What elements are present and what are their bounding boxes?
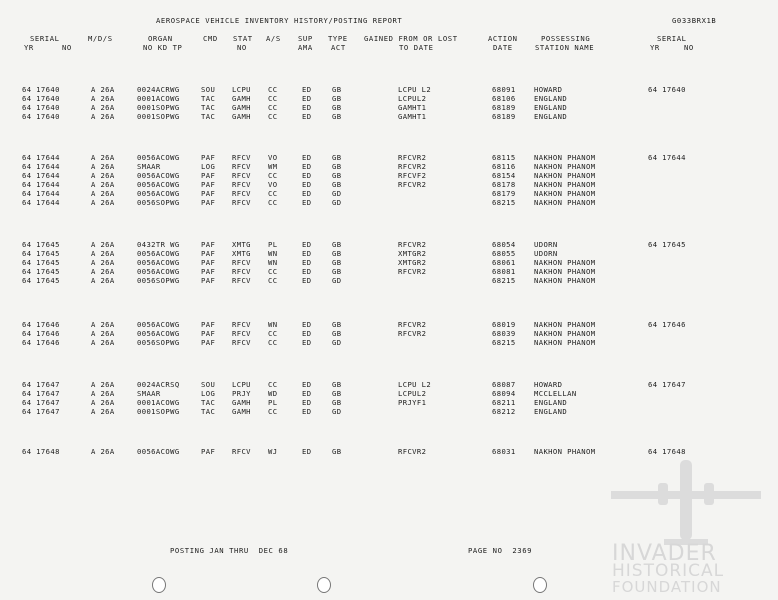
col-mds: M/D/S (88, 34, 113, 43)
col-gained: GAINED FROM OR LOST (364, 34, 458, 43)
cell-organ: 0024ACRSQ (137, 380, 180, 389)
cell-stat: XMTG (232, 240, 251, 249)
cell-cmd: SOU (201, 85, 216, 94)
cell-gained: RFCVR2 (398, 180, 427, 189)
cell-sup: ED (302, 398, 312, 407)
cell-mds: A 26A (91, 389, 115, 398)
cell-stat: RFCV (232, 267, 251, 276)
cell-cmd: TAC (201, 407, 216, 416)
cell-date: 68211 (492, 398, 516, 407)
cell-cmd: SOU (201, 380, 216, 389)
col-serial-right: SERIAL (657, 34, 687, 43)
cell-station: NAKHON PHANOM (534, 267, 596, 276)
col-cmd: CMD (203, 34, 218, 43)
cell-station: HOWARD (534, 85, 563, 94)
cell-cmd: TAC (201, 103, 216, 112)
cell-organ: 0056SOPWG (137, 276, 180, 285)
cell-type: GB (332, 258, 342, 267)
serial-right: 64 17648 (648, 447, 686, 456)
cell-type: GD (332, 276, 342, 285)
cell-station: ENGLAND (534, 103, 568, 112)
cell-serial: 64 17645 (22, 258, 60, 267)
cell-sup: ED (302, 94, 312, 103)
cell-serial: 64 17645 (22, 249, 60, 258)
cell-as: WJ (268, 447, 278, 456)
cell-cmd: PAF (201, 447, 216, 456)
cell-gained: XMTGR2 (398, 249, 427, 258)
col-organ: ORGAN (148, 34, 173, 43)
cell-station: MCCLELLAN (534, 389, 577, 398)
col-yr: YR (24, 43, 34, 52)
cell-mds: A 26A (91, 240, 115, 249)
cell-gained: LCPU L2 (398, 85, 432, 94)
cell-as: WN (268, 320, 278, 329)
cell-serial: 64 17646 (22, 329, 60, 338)
cell-type: GB (332, 103, 342, 112)
cell-type: GB (332, 153, 342, 162)
cell-sup: ED (302, 389, 312, 398)
cell-cmd: PAF (201, 189, 216, 198)
cell-sup: ED (302, 112, 312, 121)
cell-organ: 0056ACOWG (137, 153, 180, 162)
cell-sup: ED (302, 198, 312, 207)
cell-organ: 0056SOPWG (137, 338, 180, 347)
cell-mds: A 26A (91, 112, 115, 121)
cell-organ: 0056ACOWG (137, 249, 180, 258)
cell-as: WN (268, 258, 278, 267)
cell-type: GD (332, 338, 342, 347)
cell-date: 68054 (492, 240, 516, 249)
page-number: PAGE NO 2369 (468, 546, 533, 555)
cell-serial: 64 17648 (22, 447, 60, 456)
cell-serial: 64 17645 (22, 276, 60, 285)
cell-organ: 0056ACOWG (137, 258, 180, 267)
cell-stat: RFCV (232, 329, 251, 338)
cell-date: 68215 (492, 338, 516, 347)
cell-gained: LCPUL2 (398, 94, 427, 103)
cell-serial: 64 17644 (22, 171, 60, 180)
cell-as: CC (268, 103, 278, 112)
cell-stat: RFCV (232, 258, 251, 267)
cell-organ: 0056ACOWG (137, 189, 180, 198)
col-date: DATE (493, 43, 513, 52)
cell-date: 68116 (492, 162, 516, 171)
cell-stat: RFCV (232, 198, 251, 207)
cell-cmd: PAF (201, 338, 216, 347)
cell-mds: A 26A (91, 276, 115, 285)
cell-station: NAKHON PHANOM (534, 171, 596, 180)
cell-sup: ED (302, 267, 312, 276)
cell-cmd: PAF (201, 153, 216, 162)
cell-type: GB (332, 249, 342, 258)
cell-as: PL (268, 398, 278, 407)
cell-serial: 64 17640 (22, 85, 60, 94)
cell-mds: A 26A (91, 447, 115, 456)
cell-organ: 0024ACRWG (137, 85, 180, 94)
cell-as: VO (268, 180, 278, 189)
cell-station: NAKHON PHANOM (534, 338, 596, 347)
report-title: AEROSPACE VEHICLE INVENTORY HISTORY/POSTING REPORT (156, 16, 403, 25)
cell-type: GB (332, 447, 342, 456)
cell-date: 68087 (492, 380, 516, 389)
cell-type: GB (332, 320, 342, 329)
col-type: TYPE (328, 34, 348, 43)
cell-sup: ED (302, 407, 312, 416)
cell-serial: 64 17647 (22, 389, 60, 398)
cell-date: 68019 (492, 320, 516, 329)
cell-gained: RFCVR2 (398, 329, 427, 338)
cell-type: GB (332, 267, 342, 276)
cell-mds: A 26A (91, 171, 115, 180)
cell-type: GD (332, 198, 342, 207)
cell-mds: A 26A (91, 407, 115, 416)
cell-mds: A 26A (91, 162, 115, 171)
cell-serial: 64 17644 (22, 189, 60, 198)
cell-date: 68215 (492, 198, 516, 207)
serial-right: 64 17647 (648, 380, 686, 389)
cell-station: ENGLAND (534, 112, 568, 121)
cell-serial: 64 17645 (22, 240, 60, 249)
cell-organ: SMAAR (137, 389, 161, 398)
cell-gained: XMTGR2 (398, 258, 427, 267)
cell-cmd: PAF (201, 267, 216, 276)
cell-gained: LCPU L2 (398, 380, 432, 389)
cell-cmd: LOG (201, 162, 216, 171)
cell-stat: RFCV (232, 447, 251, 456)
punch-hole (533, 577, 547, 593)
cell-as: CC (268, 171, 278, 180)
cell-type: GB (332, 389, 342, 398)
col-sup: SUP (298, 34, 313, 43)
cell-organ: 0432TR WG (137, 240, 180, 249)
cell-date: 68094 (492, 389, 516, 398)
posting-period: POSTING JAN THRU DEC 68 (170, 546, 289, 555)
cell-gained: LCPUL2 (398, 389, 427, 398)
col-stat-no: NO (237, 43, 247, 52)
cell-type: GB (332, 398, 342, 407)
cell-organ: 0056ACOWG (137, 171, 180, 180)
cell-cmd: LOG (201, 389, 216, 398)
cell-as: CC (268, 267, 278, 276)
col-to-date: TO DATE (399, 43, 434, 52)
cell-mds: A 26A (91, 329, 115, 338)
cell-gained: RFCVR2 (398, 240, 427, 249)
cell-type: GB (332, 162, 342, 171)
cell-stat: GAMH (232, 398, 251, 407)
cell-cmd: TAC (201, 112, 216, 121)
cell-gained: RFCVR2 (398, 162, 427, 171)
cell-gained: RFCVR2 (398, 153, 427, 162)
cell-station: NAKHON PHANOM (534, 447, 596, 456)
cell-mds: A 26A (91, 85, 115, 94)
cell-type: GB (332, 112, 342, 121)
cell-date: 68081 (492, 267, 516, 276)
cell-as: WD (268, 389, 278, 398)
cell-stat: RFCV (232, 276, 251, 285)
cell-organ: 0056ACOWG (137, 447, 180, 456)
cell-organ: 0056SOPWG (137, 198, 180, 207)
cell-gained: RFCVF2 (398, 171, 427, 180)
cell-serial: 64 17644 (22, 153, 60, 162)
cell-mds: A 26A (91, 198, 115, 207)
cell-organ: 0001ACOWG (137, 398, 180, 407)
serial-right: 64 17644 (648, 153, 686, 162)
cell-organ: SMAAR (137, 162, 161, 171)
cell-as: CC (268, 407, 278, 416)
cell-sup: ED (302, 329, 312, 338)
cell-stat: XMTG (232, 249, 251, 258)
cell-date: 68106 (492, 94, 516, 103)
cell-station: NAKHON PHANOM (534, 276, 596, 285)
cell-type: GB (332, 94, 342, 103)
cell-as: PL (268, 240, 278, 249)
cell-type: GD (332, 407, 342, 416)
airplane-icon (606, 455, 766, 555)
cell-date: 68115 (492, 153, 516, 162)
cell-as: CC (268, 380, 278, 389)
col-action: ACTION (488, 34, 518, 43)
cell-sup: ED (302, 276, 312, 285)
cell-date: 68061 (492, 258, 516, 267)
cell-gained: PRJYF1 (398, 398, 427, 407)
cell-cmd: TAC (201, 398, 216, 407)
cell-stat: GAMH (232, 94, 251, 103)
cell-station: NAKHON PHANOM (534, 153, 596, 162)
cell-sup: ED (302, 338, 312, 347)
punch-hole (317, 577, 331, 593)
cell-cmd: PAF (201, 198, 216, 207)
cell-station: NAKHON PHANOM (534, 320, 596, 329)
cell-sup: ED (302, 447, 312, 456)
cell-station: ENGLAND (534, 407, 568, 416)
cell-cmd: PAF (201, 240, 216, 249)
cell-as: WN (268, 249, 278, 258)
report-code: G033BRX1B (672, 16, 717, 25)
cell-station: NAKHON PHANOM (534, 329, 596, 338)
cell-as: CC (268, 338, 278, 347)
col-no-right: NO (684, 43, 694, 52)
col-yr-right: YR (650, 43, 660, 52)
cell-sup: ED (302, 171, 312, 180)
cell-type: GD (332, 189, 342, 198)
col-serial: SERIAL (30, 34, 60, 43)
cell-as: CC (268, 112, 278, 121)
cell-as: WM (268, 162, 278, 171)
cell-gained: GAMHT1 (398, 112, 427, 121)
cell-stat: RFCV (232, 153, 251, 162)
cell-serial: 64 17644 (22, 198, 60, 207)
cell-station: NAKHON PHANOM (534, 180, 596, 189)
cell-gained: RFCVR2 (398, 267, 427, 276)
cell-station: NAKHON PHANOM (534, 162, 596, 171)
cell-stat: LCPU (232, 85, 251, 94)
cell-stat: GAMH (232, 112, 251, 121)
cell-stat: GAMH (232, 407, 251, 416)
watermark-line2: HISTORICAL (612, 561, 725, 581)
cell-type: GB (332, 380, 342, 389)
cell-date: 68154 (492, 171, 516, 180)
cell-sup: ED (302, 380, 312, 389)
watermark-line3: FOUNDATION (612, 578, 722, 596)
cell-station: UDORN (534, 249, 558, 258)
cell-cmd: PAF (201, 171, 216, 180)
cell-serial: 64 17647 (22, 407, 60, 416)
cell-stat: RFCV (232, 320, 251, 329)
cell-as: CC (268, 329, 278, 338)
serial-right: 64 17640 (648, 85, 686, 94)
cell-organ: 0001SOPWG (137, 407, 180, 416)
cell-station: NAKHON PHANOM (534, 258, 596, 267)
cell-mds: A 26A (91, 258, 115, 267)
cell-cmd: PAF (201, 276, 216, 285)
cell-date: 68215 (492, 276, 516, 285)
cell-as: VO (268, 153, 278, 162)
cell-date: 68212 (492, 407, 516, 416)
cell-serial: 64 17645 (22, 267, 60, 276)
cell-organ: 0056ACOWG (137, 329, 180, 338)
cell-mds: A 26A (91, 180, 115, 189)
col-as: A/S (266, 34, 281, 43)
cell-stat: PRJY (232, 389, 251, 398)
cell-date: 68039 (492, 329, 516, 338)
cell-sup: ED (302, 249, 312, 258)
cell-sup: ED (302, 258, 312, 267)
cell-cmd: TAC (201, 94, 216, 103)
cell-stat: RFCV (232, 171, 251, 180)
cell-type: GB (332, 180, 342, 189)
cell-stat: RFCV (232, 338, 251, 347)
cell-sup: ED (302, 320, 312, 329)
col-no: NO (62, 43, 72, 52)
cell-serial: 64 17647 (22, 380, 60, 389)
cell-as: CC (268, 198, 278, 207)
serial-right: 64 17646 (648, 320, 686, 329)
cell-as: CC (268, 189, 278, 198)
cell-mds: A 26A (91, 267, 115, 276)
cell-serial: 64 17640 (22, 94, 60, 103)
cell-gained: RFCVR2 (398, 320, 427, 329)
col-stat: STAT (233, 34, 253, 43)
cell-station: ENGLAND (534, 398, 568, 407)
cell-station: NAKHON PHANOM (534, 189, 596, 198)
cell-serial: 64 17646 (22, 338, 60, 347)
cell-cmd: PAF (201, 180, 216, 189)
cell-sup: ED (302, 85, 312, 94)
cell-serial: 64 17640 (22, 112, 60, 121)
serial-right: 64 17645 (648, 240, 686, 249)
col-ama: AMA (298, 43, 313, 52)
cell-organ: 0001SOPWG (137, 103, 180, 112)
cell-date: 68055 (492, 249, 516, 258)
cell-organ: 0001ACOWG (137, 94, 180, 103)
cell-serial: 64 17646 (22, 320, 60, 329)
cell-date: 68189 (492, 112, 516, 121)
cell-sup: ED (302, 162, 312, 171)
cell-mds: A 26A (91, 153, 115, 162)
cell-type: GB (332, 240, 342, 249)
cell-type: GB (332, 171, 342, 180)
cell-mds: A 26A (91, 249, 115, 258)
cell-date: 68178 (492, 180, 516, 189)
cell-sup: ED (302, 240, 312, 249)
cell-as: CC (268, 94, 278, 103)
cell-mds: A 26A (91, 338, 115, 347)
cell-station: HOWARD (534, 380, 563, 389)
cell-as: CC (268, 85, 278, 94)
cell-stat: RFCV (232, 162, 251, 171)
cell-mds: A 26A (91, 189, 115, 198)
cell-sup: ED (302, 180, 312, 189)
col-act: ACT (331, 43, 346, 52)
cell-gained: RFCVR2 (398, 447, 427, 456)
cell-stat: RFCV (232, 180, 251, 189)
cell-date: 68189 (492, 103, 516, 112)
cell-sup: ED (302, 103, 312, 112)
col-no-kd-tp: NO KD TP (143, 43, 183, 52)
cell-station: UDORN (534, 240, 558, 249)
cell-as: CC (268, 276, 278, 285)
cell-serial: 64 17640 (22, 103, 60, 112)
cell-sup: ED (302, 189, 312, 198)
cell-mds: A 26A (91, 380, 115, 389)
cell-cmd: PAF (201, 249, 216, 258)
cell-date: 68031 (492, 447, 516, 456)
cell-cmd: PAF (201, 329, 216, 338)
cell-organ: 0056ACOWG (137, 180, 180, 189)
cell-gained: GAMHT1 (398, 103, 427, 112)
cell-organ: 0056ACOWG (137, 267, 180, 276)
cell-serial: 64 17644 (22, 162, 60, 171)
cell-type: GB (332, 329, 342, 338)
cell-date: 68091 (492, 85, 516, 94)
watermark-line1: INVADER (612, 541, 717, 566)
cell-sup: ED (302, 153, 312, 162)
cell-date: 68179 (492, 189, 516, 198)
cell-cmd: PAF (201, 320, 216, 329)
col-possessing: POSSESSING (541, 34, 591, 43)
cell-serial: 64 17644 (22, 180, 60, 189)
punch-hole (152, 577, 166, 593)
cell-type: GB (332, 85, 342, 94)
cell-stat: RFCV (232, 189, 251, 198)
col-station-name: STATION NAME (535, 43, 595, 52)
cell-stat: LCPU (232, 380, 251, 389)
cell-stat: GAMH (232, 103, 251, 112)
cell-cmd: PAF (201, 258, 216, 267)
cell-mds: A 26A (91, 94, 115, 103)
cell-mds: A 26A (91, 320, 115, 329)
cell-mds: A 26A (91, 398, 115, 407)
cell-organ: 0001SOPWG (137, 112, 180, 121)
cell-station: NAKHON PHANOM (534, 198, 596, 207)
watermark-logo (606, 455, 766, 555)
cell-organ: 0056ACOWG (137, 320, 180, 329)
cell-serial: 64 17647 (22, 398, 60, 407)
cell-station: ENGLAND (534, 94, 568, 103)
cell-mds: A 26A (91, 103, 115, 112)
